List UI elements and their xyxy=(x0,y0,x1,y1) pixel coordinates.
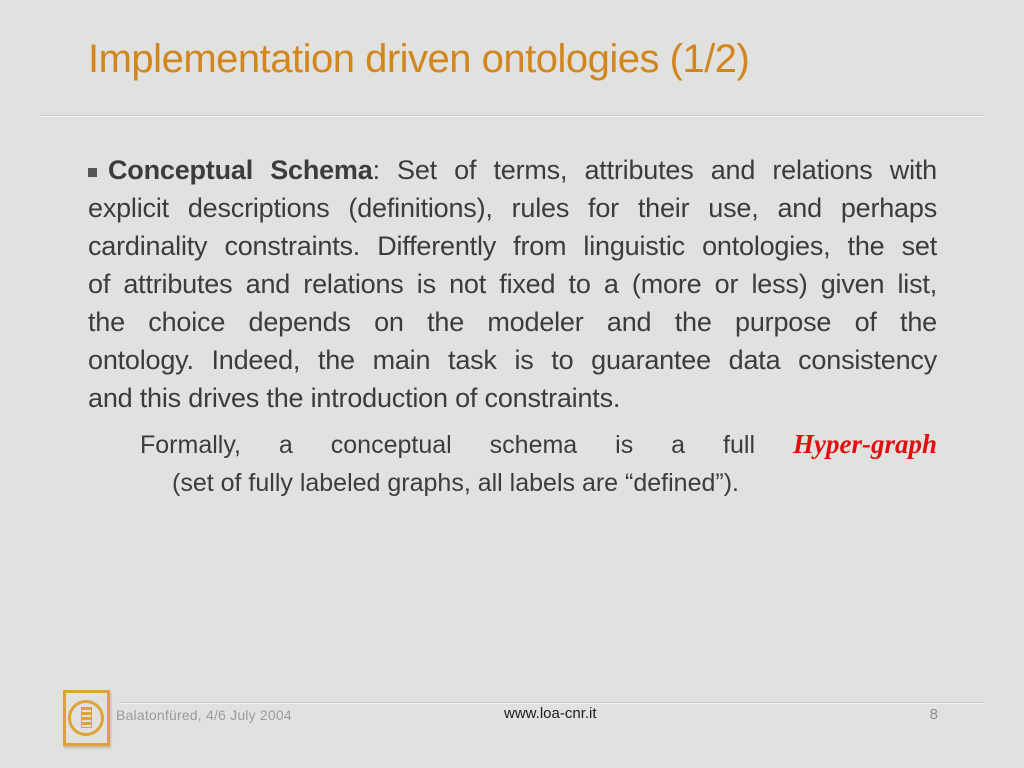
bullet-square-icon xyxy=(88,168,97,177)
footer-date: Balatonfüred, 4/6 July 2004 xyxy=(116,707,292,723)
hyper-graph-highlight: Hyper-graph xyxy=(793,429,937,459)
formal-note xyxy=(140,425,937,502)
body-line: ontology. Indeed, the main task is to guarantee data consistency xyxy=(88,345,937,375)
body-line: of attributes and relations is not fixed to a (more or less) given list, xyxy=(88,269,937,299)
formal-note-line: (set of fully labeled graphs, all labels are “defined”). xyxy=(172,469,739,497)
seal-glyph xyxy=(81,707,92,728)
loa-cnr-seal-icon xyxy=(63,690,110,746)
footer-page-number: 8 xyxy=(929,706,938,723)
footer-site-link[interactable]: www.loa-cnr.it xyxy=(504,705,597,722)
formal-note-line xyxy=(140,425,937,464)
body-line xyxy=(88,151,937,189)
footer-divider xyxy=(118,702,984,704)
body-line: the choice depends on the modeler and the purpose of the xyxy=(88,307,937,337)
title-divider xyxy=(40,115,985,117)
body-line-bold: Conceptual Schema xyxy=(108,155,373,185)
body-line-text: : Set of terms, attributes and relations with xyxy=(372,155,938,185)
body-paragraph xyxy=(88,151,937,417)
page-title: Implementation driven ontologies (1/2) xyxy=(88,37,750,81)
formal-note-text: Formally, a conceptual schema is a full xyxy=(140,431,756,459)
body-line: explicit descriptions (definitions), rules for their use, and perhaps xyxy=(88,193,937,223)
body-line: and this drives the introduction of constraints. xyxy=(88,383,621,413)
body-line: cardinality constraints. Differently from linguistic ontologies, the set xyxy=(88,231,937,261)
